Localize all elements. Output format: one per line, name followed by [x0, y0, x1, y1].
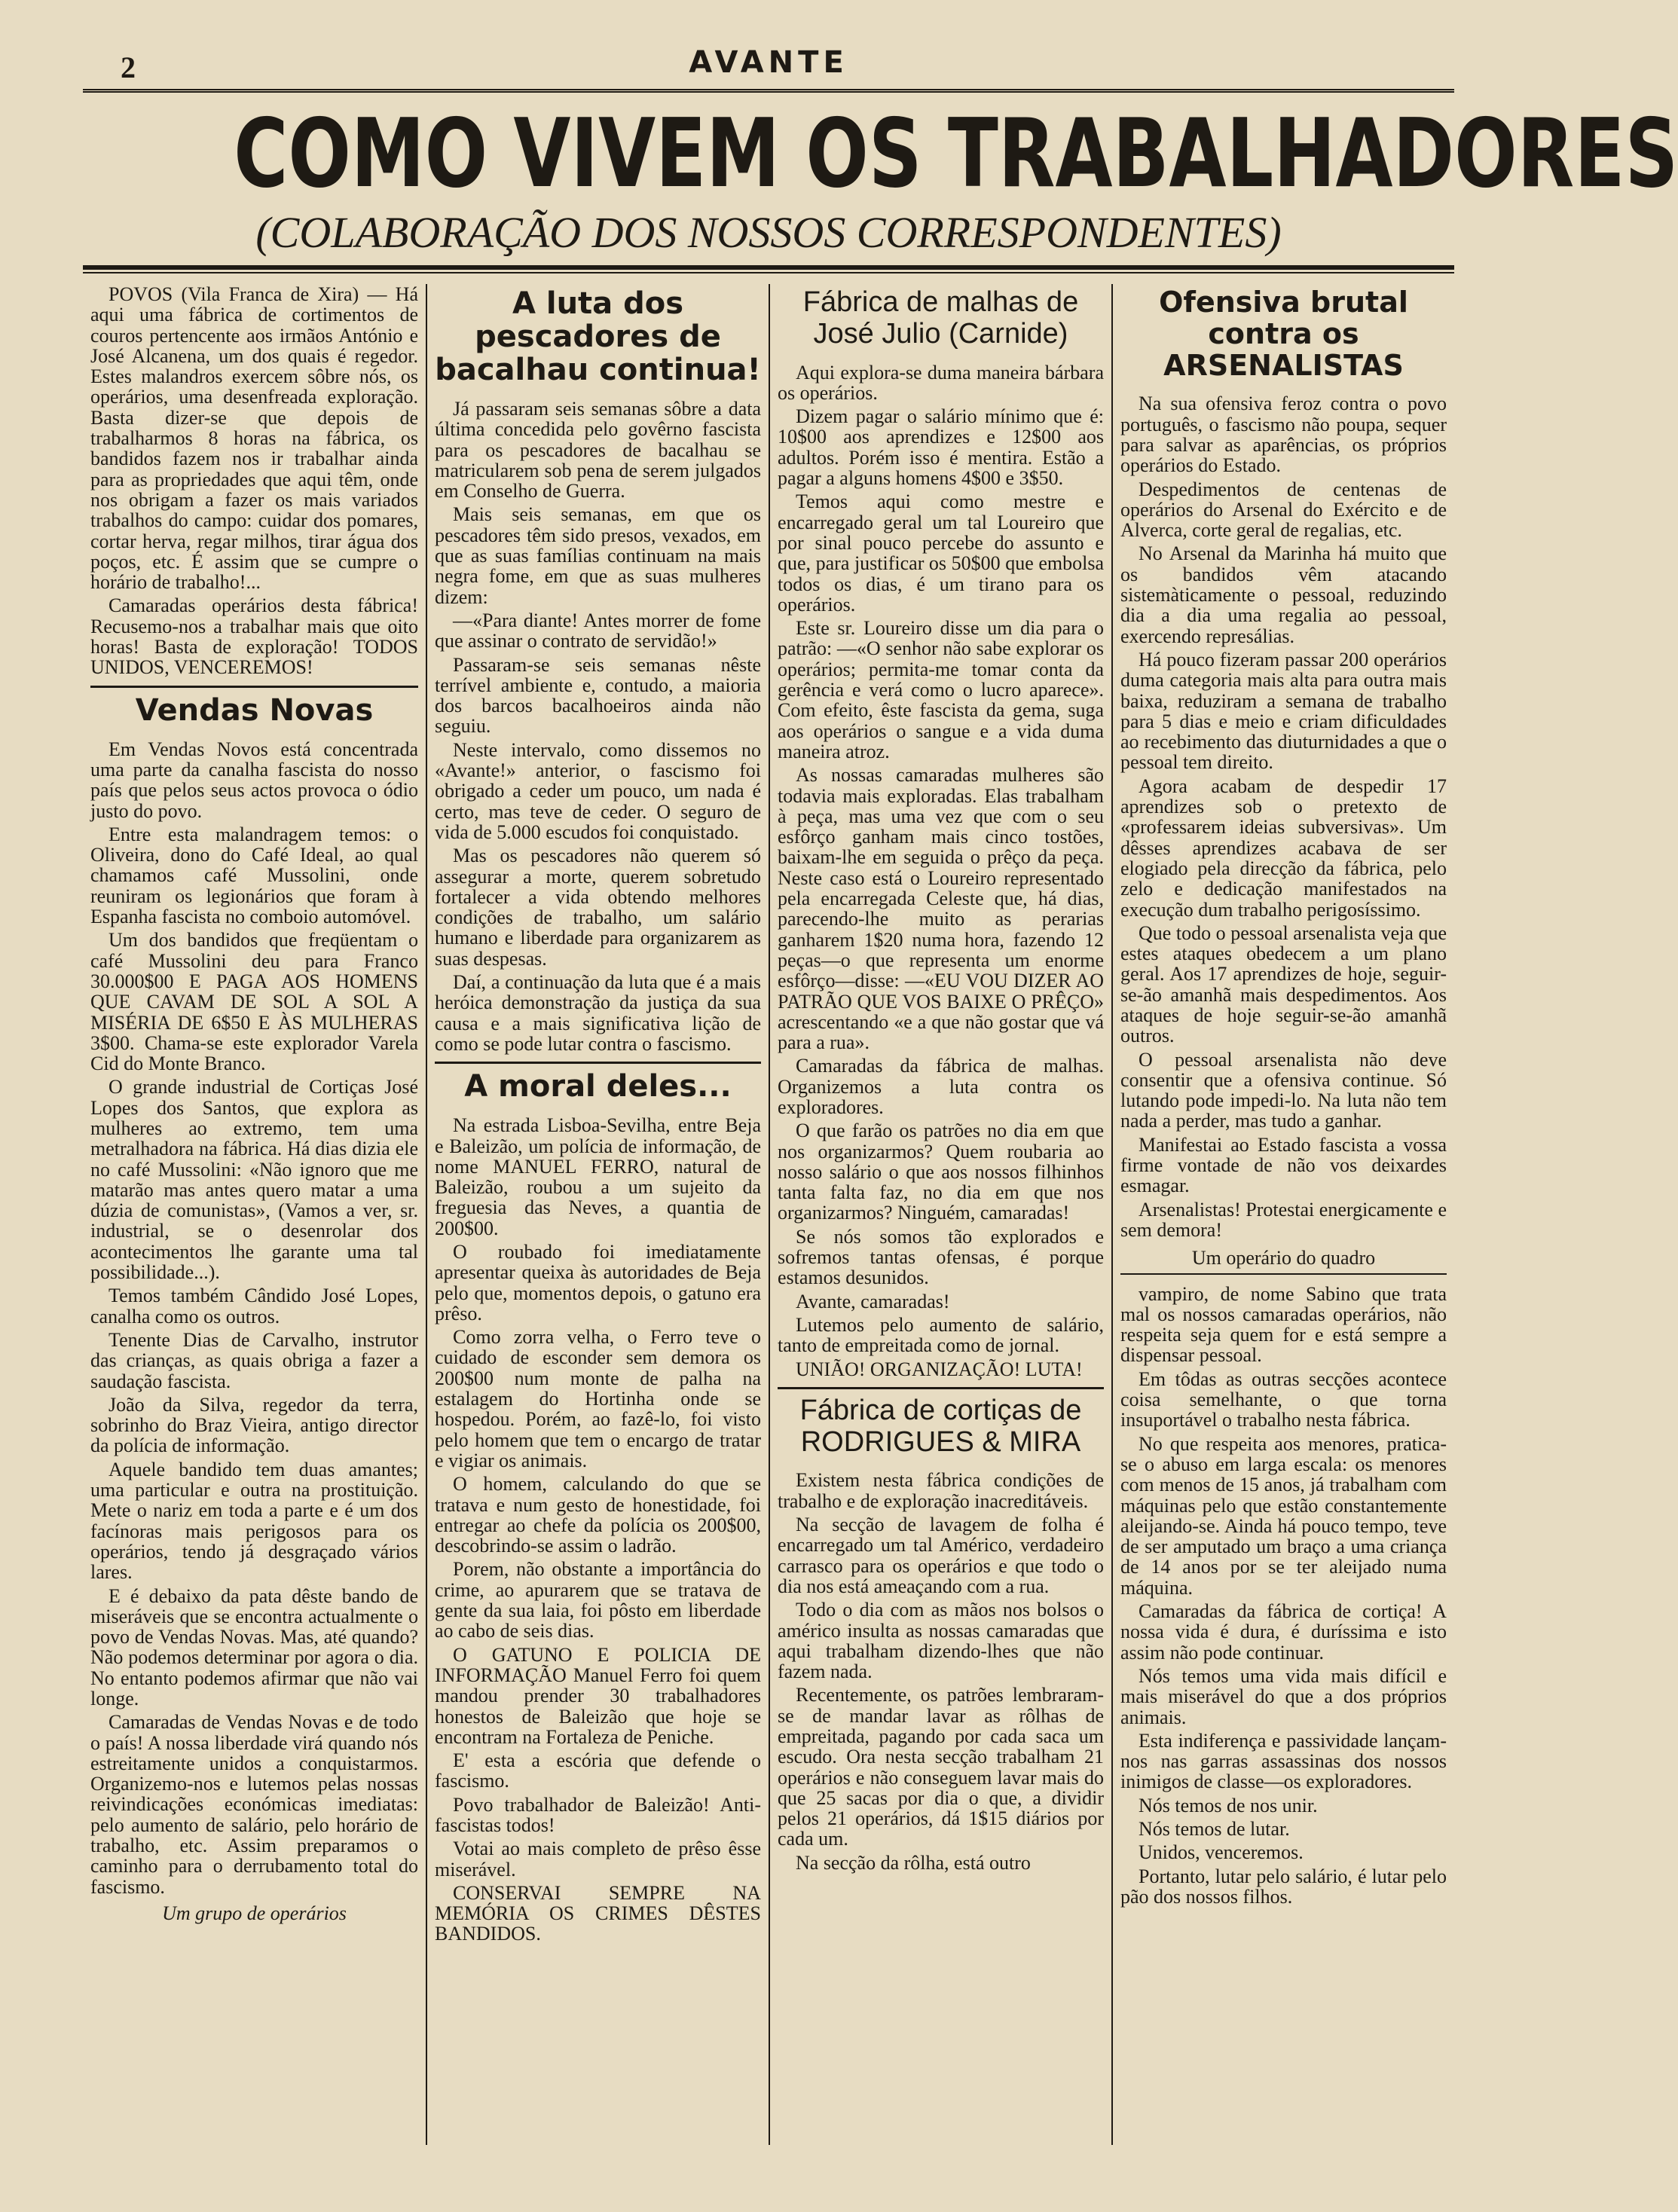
article-signature: Um grupo de operários — [162, 1902, 347, 1924]
article-paragraph: Nós temos de nos unir. — [1139, 1794, 1318, 1816]
article-paragraph: Lutemos pelo aumento de salário, tanto de empreitada como de jornal. — [778, 1313, 1104, 1357]
article-paragraph: Temos aqui como mestre e encarregado geral um tal Loureiro que por sinal pouco percebe do assunto e que, para justificar os 50$00 que embolsa todos os dias, é um tirano para os operários. — [778, 490, 1104, 616]
article-paragraph: O GATUNO E POLICIA DE INFORMAÇÃO Manuel Ferro foi quem mandou prender 30 trabalhadores honestos de Baleizão que hoje se encontram na Fortaleza de Peniche. — [435, 1643, 761, 1748]
article-paragraph: Temos também Cândido José Lopes, canalha como os outros. — [90, 1285, 418, 1328]
article-paragraph: As nossas camaradas mulheres são todavia mais exploradas. Elas trabalham à peça, mas uma vez que com o seu esfôrço ganham mais cinco tostões, baixam-lhe em seguida o prêço da peça. Neste caso está o Loureiro representado pela encarregada Celeste que, há dias, parecendo-lhe muito as perarias ganharem 1$20 numa hora, fazendo 12 peças—o que representa um enorme esfôrço—disse: —«EU VOU DIZER AO PATRÃO QUE VOS BAIXE O PRÊÇO» acrescentando «e a que não gostar que vá para a rua». — [778, 764, 1104, 1054]
article-paragraph: Camaradas da fábrica de cortiça! A nossa vida é dura, é duríssima e isto assim não pode continuar. — [1120, 1600, 1447, 1664]
article-title-vendas-novas: Vendas Novas — [135, 692, 374, 728]
article-paragraph: Votai ao mais completo de prêso êsse miserável. — [435, 1838, 761, 1881]
article-paragraph: UNIÃO! ORGANIZAÇÃO! LUTA! — [796, 1358, 1083, 1380]
column-2 — [426, 284, 769, 2145]
article-paragraph: Entre esta malandragem temos: o Oliveira, dono do Café Ideal, ao qual chamamos café Mussolini, onde reuniram os legionários que foram à Espanha fascista no comboio automóvel. — [90, 823, 418, 928]
article-paragraph: E é debaixo da pata dêste bando de miseráveis que se encontra actualmente o povo de Vendas Novas. Mas, até quando? Não podemos determinar por agora o dia. No entanto podemos afirmar que não vai longe. — [90, 1584, 418, 1709]
article-paragraph: Um dos bandidos que freqüentam o café Mussolini deu para Franco 30.000$00 E PAGA AOS HOMENS QUE CAVAM DE SOL A SOL A MISÉRIA DE 6$50 E ÀS MULHERAS 3$00. Chama-se este explorador Varela Cid do Monte Branco. — [90, 929, 418, 1075]
article-paragraph: POVOS (Vila Franca de Xira) — Há aqui uma fábrica de cortimentos de couros pertencente aos irmãos António e José Alcanena, um dos quais é regedor. Estes malandros exercem sôbre nós, os operários, uma desenfreada exploração. Basta dizer-se que depois de trabalharmos 8 horas na fábrica, os bandidos fazem nos ir trabalhar ainda para as propriedades que aqui têm, onde nos obrigam a fazer os mais variados trabalhos do campo: cuidar dos pomares, cortar herva, regar milhos, tirar água dos poços, etc. É assim que se cumpre o horário de trabalho!... — [90, 283, 418, 594]
article-title-arsenalistas: Ofensiva brutal contra os ARSENALISTAS — [1159, 286, 1408, 382]
divider — [778, 1387, 1104, 1389]
article-columns — [83, 284, 1454, 2145]
article-paragraph: Arsenalistas! Protestai energicamente e sem demora! — [1120, 1198, 1447, 1241]
article-paragraph: Já passaram seis semanas sôbre a data última concedida pelo govêrno fascista para os pescadores de bacalhau se matricularem sob pena de serem julgados em Conselho de Guerra. — [435, 398, 761, 503]
column-3 — [769, 284, 1111, 2145]
article-paragraph: Manifestai ao Estado fascista a vossa firme vontade de não vos deixardes esmagar. — [1120, 1133, 1447, 1197]
article-paragraph: Aqui explora-se duma maneira bárbara os operários. — [778, 361, 1104, 404]
article-paragraph: Como zorra velha, o Ferro teve o cuidado de esconder sem demora os 200$00 num monte de palha na estalagem do Hortinha onde se hospedou. Porém, ao fazê-lo, foi visto pelo homem que tem o encargo de tratar e vigiar os animais. — [435, 1326, 761, 1471]
article-paragraph: O homem, calculando do que se tratava e num gesto de honestidade, foi entregar ao chefe da polícia os 200$00, descobrindo-se assim o ladrão. — [435, 1473, 761, 1557]
article-paragraph: No que respeita aos menores, pratica-se o abuso em larga escala: os menores com menos de 15 anos, já trabalham com máquinas pelo que estão constantemente aleijando-se. Ainda há pouco tempo, teve de ser amputado um braço a uma criança de 14 anos por se ter aleijado numa máquina. — [1120, 1432, 1447, 1599]
article-paragraph: Camaradas da fábrica de malhas. Organizemos a luta contra os exploradores. — [778, 1055, 1104, 1118]
article-paragraph: O que farão os patrões no dia em que nos organizarmos? Quem roubaria ao nosso salário o que aos nossos filhinhos tanta falta faz, no dia em que nos organizarmos? Ninguém, camaradas! — [778, 1120, 1104, 1224]
article-paragraph: E' esta a escória que defende o fascismo. — [435, 1749, 761, 1792]
column-4 — [1111, 284, 1454, 2145]
article-paragraph: Tenente Dias de Carvalho, instrutor das crianças, as quais obriga a fazer a saudação fascista. — [90, 1328, 418, 1392]
article-paragraph: Camaradas operários desta fábrica! Recusemo-nos a trabalhar mais que oito horas! Basta de exploração! TODOS UNIDOS, VENCEREMOS! — [90, 594, 418, 679]
column-1 — [83, 284, 426, 2145]
page-number: 2 — [121, 50, 136, 84]
masthead-title: AVANTE — [689, 45, 848, 80]
article-paragraph: Na secção da rôlha, está outro — [796, 1851, 1031, 1874]
article-paragraph: Povo trabalhador de Baleizão! Anti-fascistas todos! — [435, 1793, 761, 1836]
article-paragraph: Porem, não obstante a importância do crime, ao apurarem que se tratava de gente da sua laia, foi pôsto em liberdade ao cabo de seis dias. — [435, 1558, 761, 1642]
article-title-pescadores: A luta dos pescadores de bacalhau continua! — [435, 286, 761, 387]
article-paragraph: Neste intervalo, como dissemos no «Avante!» anterior, o fascismo foi obrigado a ceder um pouco, um nada é certo, mas teve de ceder. O seguro de vida de 5.000 escudos foi conquistado. — [435, 738, 761, 843]
article-paragraph: —«Para diante! Antes morrer de fome que assinar o contrato de servidão!» — [435, 609, 761, 652]
article-paragraph: Mas os pescadores não querem só assegurar a morte, querem sobretudo fortalecer a vida obtendo melhores condições de trabalho, um salário humano e liberdade para organizarem as suas despesas. — [435, 845, 761, 970]
article-paragraph: Esta indiferença e passividade lançam-nos nas garras assassinas dos nossos inimigos de classe—os exploradores. — [1120, 1729, 1447, 1793]
article-paragraph: No Arsenal da Marinha há muito que os bandidos vêm atacando sistemàticamente o pessoal, reduzindo dia a dia uma regalia ao pessoal, exercendo represálias. — [1120, 542, 1447, 647]
article-paragraph: Todo o dia com as mãos nos bolsos o américo insulta as nossas camaradas que aqui trabalham dizendo-lhes que não fazem nada. — [778, 1599, 1104, 1683]
article-paragraph: Que todo o pessoal arsenalista veja que estes ataques obedecem a um plano geral. Aos 17 aprendizes de hoje, seguir-se-ão amanhã mais despedimentos. Aos ataques de hoje seguir-se-ão amanhã outros. — [1120, 921, 1447, 1047]
article-paragraph: O pessoal arsenalista não deve consentir que a ofensiva continue. Só lutando pode impedi-lo. Na luta não tem nada a perder, mas tudo a ganhar. — [1120, 1048, 1447, 1132]
sub-headline: (COLABORAÇÃO DOS NOSSOS CORRESPONDENTES) — [255, 208, 1282, 257]
article-paragraph: Dizem pagar o salário mínimo que é: 10$00 aos aprendizes e 12$00 aos adultos. Porém isso é mentira. Estão a pagar a alguns homens 4$00 e 3$50. — [778, 405, 1104, 490]
article-paragraph: vampiro, de nome Sabino que trata mal os nossos camaradas operários, não respeita seja quem for e está sempre a dispensar pessoal. — [1120, 1282, 1447, 1367]
article-paragraph: Agora acabam de despedir 17 aprendizes sob o pretexto de «professarem ideias subversivas». Um dêsses aprendizes acabava de ser elogiado pela direcção da fábrica, pelo zelo e dedicação manifestados na execução dum trabalho perigosíssimo. — [1120, 775, 1447, 921]
article-paragraph: Na sua ofensiva feroz contra o povo português, o fascismo não poupa, sequer para salvar as aparências, os próprios operários do Estado. — [1120, 393, 1447, 477]
article-paragraph: Há pouco fizeram passar 200 operários duma categoria mais alta para outra mais baixa, reduziram a semana de trabalho para 5 dias e meio e criam dificuldades ao recebimento das diuturnidades a que o pessoal tem direito. — [1120, 648, 1447, 774]
article-paragraph: Camaradas de Vendas Novas e de todo o país! A nossa liberdade virá quando nós estreitamente unidos a conquistarmos. Organizemo-nos e lutemos pelas nossas reivindicações económicas imediatas: pelo aumento de salário, pelo horário de trabalho, etc. Assim preparamos o caminho para o derrubamento total do fascismo. — [90, 1711, 418, 1898]
masthead-bar — [83, 45, 1454, 93]
article-paragraph: João da Silva, regedor da terra, sobrinho do Braz Vieira, antigo director da polícia de informação. — [90, 1393, 418, 1457]
article-title-cortiças: Fábrica de cortiças de RODRIGUES & MIRA — [799, 1394, 1082, 1458]
article-paragraph: Aquele bandido tem duas amantes; uma particular e outra na prostituição. Mete o nariz em toda a parte e é um dos facínoras mais perigosos para os operários, tendo já desgraçado vários lares. — [90, 1458, 418, 1584]
article-paragraph: Passaram-se seis semanas nêste terrível ambiente e, contudo, a maioria dos barcos bacalhoeiros ainda não seguiu. — [435, 653, 761, 738]
article-paragraph: Portanto, lutar pelo salário, é lutar pelo pão dos nossos filhos. — [1120, 1865, 1447, 1908]
article-paragraph: Nós temos de lutar. — [1139, 1817, 1290, 1840]
article-paragraph: Unidos, venceremos. — [1139, 1841, 1304, 1864]
article-paragraph: Este sr. Loureiro disse um dia para o patrão: —«O senhor não sabe explorar os operários; permita-me tomar conta da gerência e verá como o lucro aparece». Com efeito, êste fascista da gema, suga aos operários o sangue e a vida duma maneira atroz. — [778, 617, 1104, 762]
divider — [90, 686, 418, 688]
divider — [435, 1062, 761, 1064]
article-paragraph: Se nós somos tão explorados e sofremos tantas ofensas, é porque estamos desunidos. — [778, 1225, 1104, 1289]
main-headline: COMO VIVEM OS TRABALHADORES — [234, 98, 1678, 209]
article-paragraph: Recentemente, os patrões lembraram-se de mandar lavar as rôlhas de empreitada, pagando por cada saca um escudo. Ora nesta secção trabalham 21 operários e não conseguem lavar mais do que 25 sacas por dia o que, a dividir pelos 21 operários, dá 1$15 diários por cada um. — [778, 1684, 1104, 1850]
article-paragraph: Em tôdas as outras secções acontece coisa semelhante, o que torna insuportável o trabalho nesta fábrica. — [1120, 1367, 1447, 1431]
article-paragraph: Mais seis semanas, em que os pescadores têm sido presos, vexados, em que as suas famílias continuam na mais negra fome, em que as suas mulheres dizem: — [435, 503, 761, 608]
article-paragraph: Em Vendas Novos está concentrada uma parte da canalha fascista do nosso país que pelos seus actos provoca o ódio justo do povo. — [90, 738, 418, 822]
article-title-malhas: Fábrica de malhas de José Julio (Carnide) — [802, 286, 1079, 350]
headline-rule — [83, 265, 1454, 273]
article-paragraph: Na secção de lavagem de folha é encarregado um tal Américo, verdadeiro carrasco para os operários e que todo o dia nos está ameaçando com a rua. — [778, 1514, 1104, 1597]
article-paragraph: Na estrada Lisboa-Sevilha, entre Beja e Baleizão, um polícia de informação, de nome MANUEL FERRO, natural de Baleizão, roubou a um sujeito da freguesia das Neves, a quantia de 200$00. — [435, 1114, 761, 1239]
article-paragraph: Despedimentos de centenas de operários do Arsenal do Exército e de Alverca, corte geral de regalias, etc. — [1120, 478, 1447, 542]
article-signature: Um operário do quadro — [1120, 1248, 1447, 1274]
article-paragraph: CONSERVAI SEMPRE NA MEMÓRIA OS CRIMES DÊSTES BANDIDOS. — [435, 1881, 761, 1945]
article-paragraph: Existem nesta fábrica condições de trabalho e de exploração inacreditáveis. — [778, 1469, 1104, 1512]
article-paragraph: Nós temos uma vida mais difícil e mais miserável do que a dos próprios animais. — [1120, 1664, 1447, 1728]
article-paragraph: O roubado foi imediatamente apresentar queixa às autoridades de Beja pelo que, momentos depois, o gatuno era prêso. — [435, 1240, 761, 1324]
article-paragraph: Avante, camaradas! — [796, 1290, 950, 1312]
article-paragraph: Daí, a continuação da luta que é a mais heróica demonstração da justiça da sua causa e a mais significativa lição de como se pode lutar contra o fascismo. — [435, 971, 761, 1055]
article-paragraph: O grande industrial de Cortiças José Lopes dos Santos, que explora as mulheres ao extremo, tem uma metralhadora na fábrica. Há dias dizia ele no café Mussolini: «Não ignoro que me matarão mas antes quero matar a uma dúzia de comunistas», (Vamos a ver, sr. industrial, se o desenrolar dos acontecimentos lhe garante uma tal possibilidade...). — [90, 1076, 418, 1284]
article-title-moral: A moral deles... — [464, 1069, 732, 1104]
